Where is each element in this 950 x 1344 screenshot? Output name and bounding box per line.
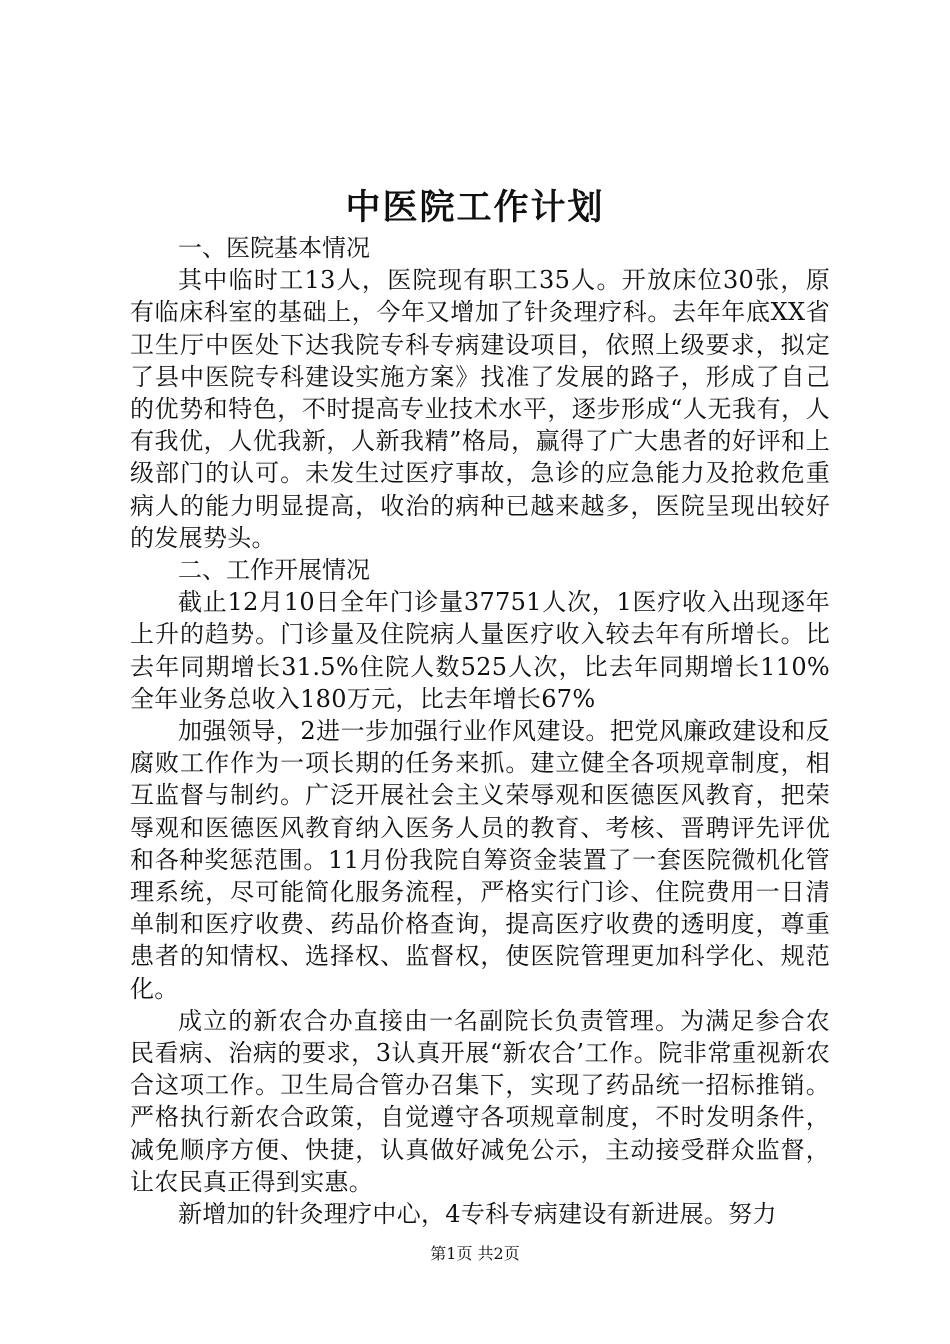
paragraph: 截止12月10日全年门诊量37751人次，1医疗收入出现逐年上升的趋势。门诊量及住院病人量医疗收入较去年有所增长。比去年同期增长31.5%住院人数525人次，比去年同期增长110%全年业务总收入180万元，比去年增长67% <box>130 588 830 713</box>
paragraph: 成立的新农合办直接由一名副院长负责管理。为满足参合农民看病、治病的要求，3认真开展“新农合’工作。院非常重视新农合这项工作。卫生局合管办召集下，实现了药品统一招标推销。严格执行新农合政策，自觉遵守各项规章制度，不时发明条件，减免顺序方便、快捷，认真做好减免公示，主动接受群众监督，让农民真正得到实惠。 <box>130 1006 830 1196</box>
document-title: 中医院工作计划 <box>345 187 605 228</box>
paragraph: 加强领导，2进一步加强行业作风建设。把党风廉政建设和反腐败工作作为一项长期的任务来抓。建立健全各项规章制度，相互监督与制约。广泛开展社会主义荣辱观和医德医风教育，把荣辱观和医德医风教育纳入医务人员的教育、考核、晋聘评先评优和各种奖惩范围。11月份我院自筹资金装置了一套医院微机化管理系统，尽可能简化服务流程，严格实行门诊、住院费用一日清单制和医疗收费、药品价格查询，提高医疗收费的透明度，尊重患者的知情权、选择权、监督权，使医院管理更加科学化、规范化。 <box>130 717 830 1003</box>
page-footer: 第1页 共2页 <box>430 1244 520 1263</box>
paragraph: 新增加的针灸理疗中心，4专科专病建设有新进展。努力 <box>178 1200 777 1229</box>
document-body <box>130 232 830 1230</box>
section-heading: 二、工作开展情况 <box>178 556 370 585</box>
section-heading: 一、医院基本情况 <box>178 234 370 262</box>
paragraph: 其中临时工13人，医院现有职工35人。开放床位30张，原有临床科室的基础上，今年又增加了针灸理疗科。去年年底XX省卫生厅中医处下达我院专科专病建设项目，依照上级要求，拟定了县中医院专科建设实施方案》找准了发展的路子，形成了自己的优势和特色，不时提高专业技术水平，逐步形成“人无我有，人有我优，人优我新，人新我精”格局，赢得了广大患者的好评和上级部门的认可。未发生过医疗事故，急诊的应急能力及抢救危重病人的能力明显提高，收治的病种已越来越多，医院呈现出较好的发展势头。 <box>130 266 830 552</box>
